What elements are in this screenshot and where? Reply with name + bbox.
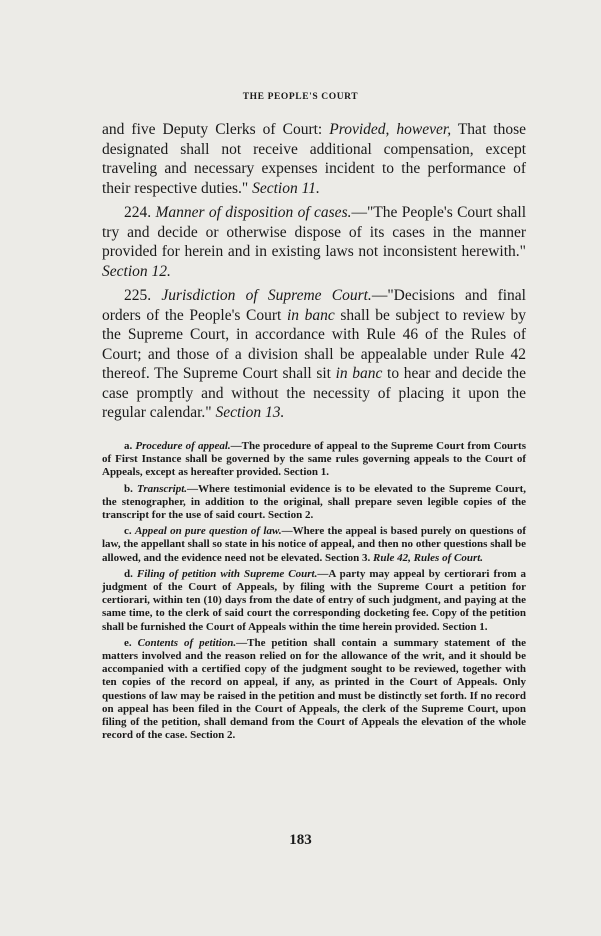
note-c-letter: c.: [124, 525, 132, 538]
note-e-title: Contents of petition.: [137, 636, 237, 649]
note-a: [102, 440, 526, 480]
paragraph-225: [102, 286, 526, 423]
p3-section-ref: Section 13.: [215, 404, 285, 421]
note-a-text: —The procedure of appeal to the Supreme Court from Courts of First Instance shall be governed by the same rules governing appeals to the Court of Appeals, except as hereafter provided. Section 1.: [102, 440, 526, 479]
p1-section-ref: Section 11.: [252, 179, 320, 197]
note-b-letter: b.: [124, 482, 133, 495]
note-d-title: Filing of petition with Supreme Court.: [136, 567, 318, 580]
note-c-title: Appeal on pure question of law.: [134, 525, 282, 538]
p1-text-2: That those designated shall not receive additional compensation, except traveling and necessary expenses incident to the performance of their respective duties.": [102, 121, 526, 197]
p2-text: —"The People's Court shall try and decide or otherwise dispose of its cases in the manner provided for herein and in existing laws not inconsistent herewith.": [102, 204, 526, 260]
p3-emph-1: in banc: [286, 306, 335, 324]
p3-text: —"Decisions and final orders of the People's Court: [102, 287, 526, 324]
p3-text-3: to hear and decide the case promptly and without the necessity of placing it upon the regular calendar.": [102, 365, 526, 421]
paragraph-continuation: [102, 120, 526, 198]
note-b: [102, 483, 526, 523]
note-c-ref: Rule 42, Rules of Court.: [373, 551, 484, 564]
p2-number: 224.: [124, 204, 152, 221]
note-b-title: Transcript.: [137, 482, 188, 495]
p3-heading: Jurisdiction of Supreme Court.: [161, 287, 372, 304]
note-c-text: —Where the appeal is based purely on questions of law, the appellant shall so state in his notice of appeal, and then no other questions shall be allowed, and the evidence need not be elevated. Section 3.: [102, 525, 527, 564]
page-number: 183: [289, 832, 312, 848]
p1-text: and five Deputy Clerks of Court:: [102, 121, 330, 138]
paragraph-224: [102, 203, 526, 281]
note-b-text: —Where testimonial evidence is to be elevated to the Supreme Court, the stenographer, in addition to the original, shall prepare seven legible copies of the transcript for the use of said court. Section 2.: [102, 482, 526, 522]
p2-heading: Manner of disposition of cases.: [155, 204, 352, 221]
note-d: [102, 568, 526, 634]
note-c: [102, 525, 526, 565]
note-a-letter: a.: [124, 440, 133, 452]
p1-proviso: Provided, however,: [329, 121, 452, 138]
note-d-text: —A party may appeal by certiorari from a judgment of the Court of Appeals, by filing with the Supreme Court a petition for certiorari, within ten (10) days from the date of entry of such judgment, and paying at the same time, to the clerk of said court the corresponding docketing fee. Copy of the petition shall be furnished the Court of Appeals within the time herein provided. Section 1.: [102, 567, 526, 633]
running-header: THE PEOPLE'S COURT: [242, 92, 359, 102]
note-e-text: —The petition shall contain a summary statement of the matters involved and the reason relied on for the allowance of the writ, and it should be accompanied with a certified copy of the judgment sought to be reviewed, together with ten copies of the record on appeal, if any, as printed in the Court of Appeals. Only questions of law may be raised in the petition and must be distinctly set forth. If no record on appeal has been filed in the Court of Appeals, the clerk of the Supreme Court, upon filing of the petition, shall demand from the Court of Appeals the elevation of the whole record of the case. Section 2.: [102, 636, 526, 742]
note-a-title: Procedure of appeal.: [135, 440, 231, 452]
p2-section-ref: Section 12.: [102, 262, 171, 280]
p3-number: 225.: [124, 287, 152, 304]
notes-block: [102, 440, 526, 745]
note-e-letter: e.: [124, 636, 132, 649]
p3-emph-2: in banc: [335, 365, 383, 382]
note-d-letter: d.: [124, 567, 133, 580]
p3-text-2: shall be subject to review by the Supreme Court, in accordance with Rule 46 of the Rules of Court; and those of a division shall be appealable under Rule 42 thereof. The Supreme Court shall sit: [102, 306, 526, 382]
note-e: [102, 637, 526, 743]
